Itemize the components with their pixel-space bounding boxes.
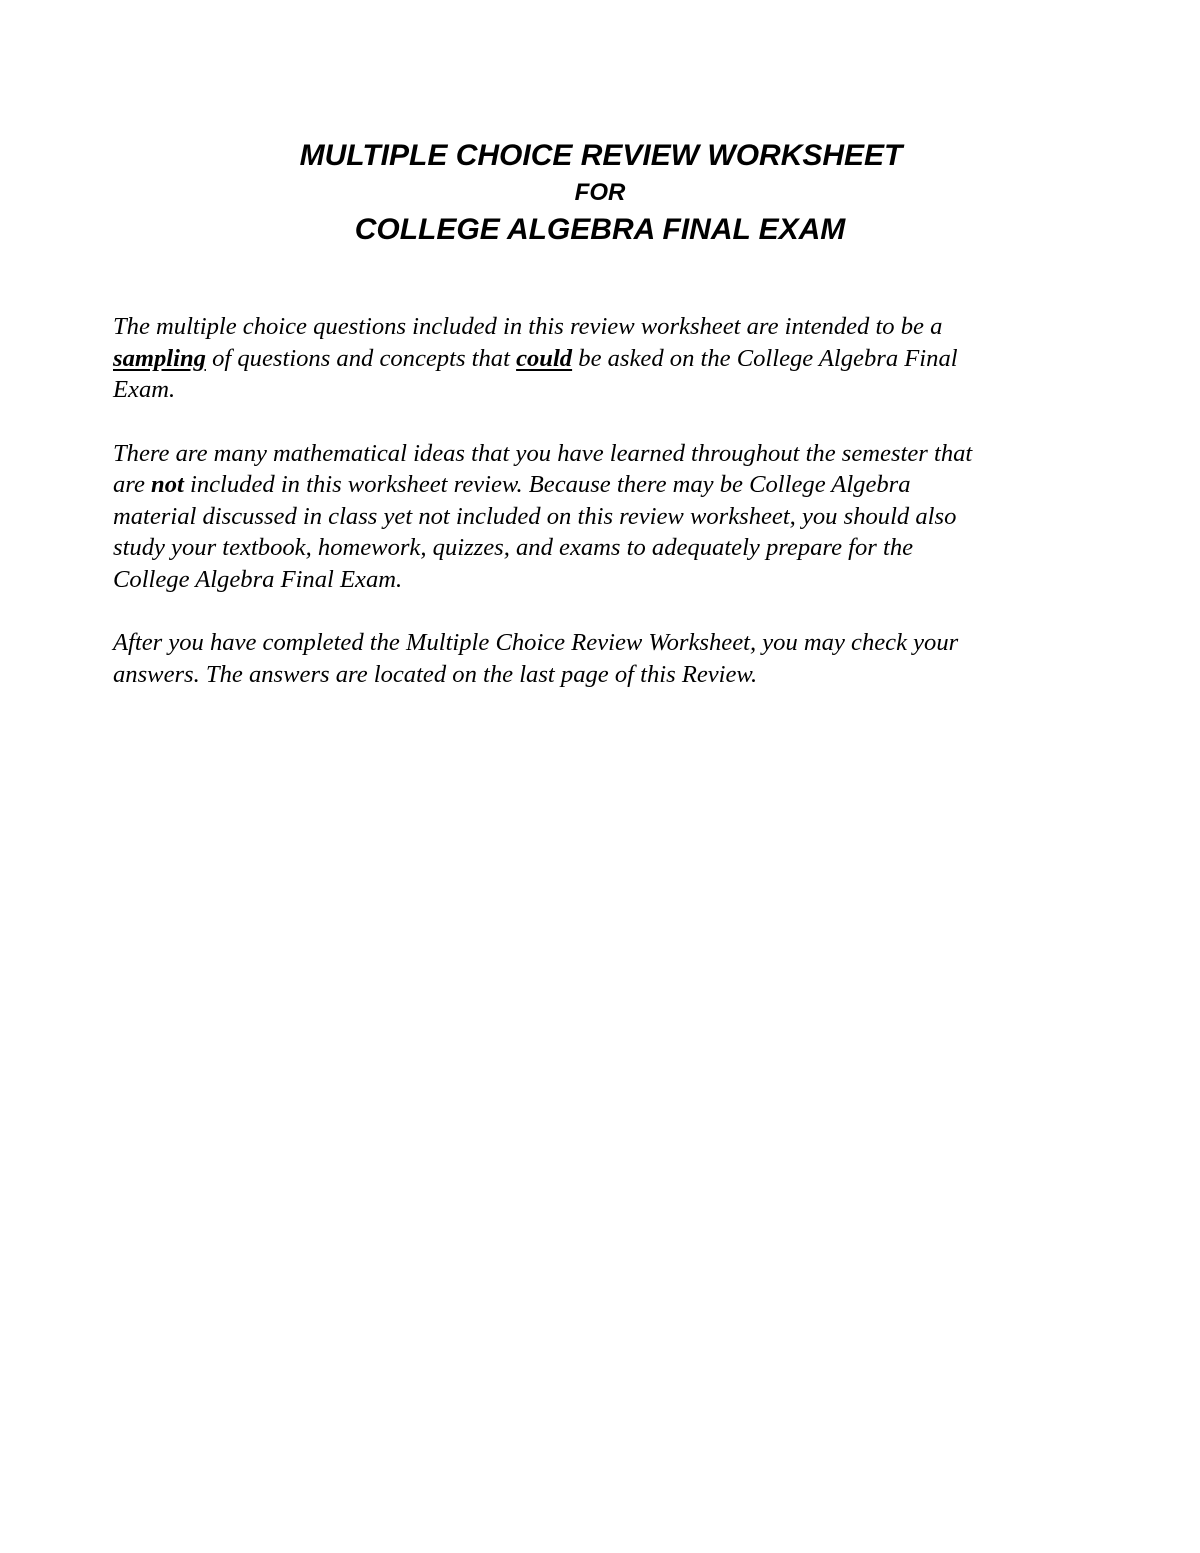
title-line-3: COLLEGE ALGEBRA FINAL EXAM — [354, 213, 846, 246]
document-body — [113, 311, 1093, 722]
title-line-2: FOR — [574, 179, 626, 206]
intro-paragraph — [113, 311, 1093, 406]
answers-text-2: answers. The answers are located on the last page of this Review. — [113, 660, 758, 688]
scope-text-5: study your textbook, homework, quizzes, and exams to adequately prepare for the — [113, 534, 914, 561]
scope-text-2: are — [113, 471, 145, 498]
scope-text-3: included in this worksheet review. Because there may be College Algebra — [190, 471, 911, 498]
document-title — [0, 138, 1200, 248]
scope-paragraph — [113, 438, 1093, 596]
intro-text-2: of questions and concepts that — [212, 344, 510, 372]
answers-text-1: After you have completed the Multiple Choice Review Worksheet, you may check your — [113, 629, 959, 656]
scope-text-6: College Algebra Final Exam. — [113, 565, 403, 593]
answers-paragraph — [113, 627, 1093, 690]
intro-text-4: Exam. — [113, 376, 176, 403]
scope-emphasis-not: not — [151, 471, 184, 498]
intro-emphasis-sampling: sampling — [113, 344, 206, 372]
intro-emphasis-could: could — [516, 344, 573, 372]
scope-text-1: There are many mathematical ideas that you have learned throughout the semester that — [113, 439, 973, 467]
intro-text-3: be asked on the College Algebra Final — [578, 344, 958, 372]
scope-text-4: material discussed in class yet not included on this review worksheet, you should also — [113, 502, 957, 530]
intro-text-1: The multiple choice questions included in this review worksheet are intended to be a — [113, 313, 943, 340]
title-line-1: MULTIPLE CHOICE REVIEW WORKSHEET — [299, 139, 903, 172]
